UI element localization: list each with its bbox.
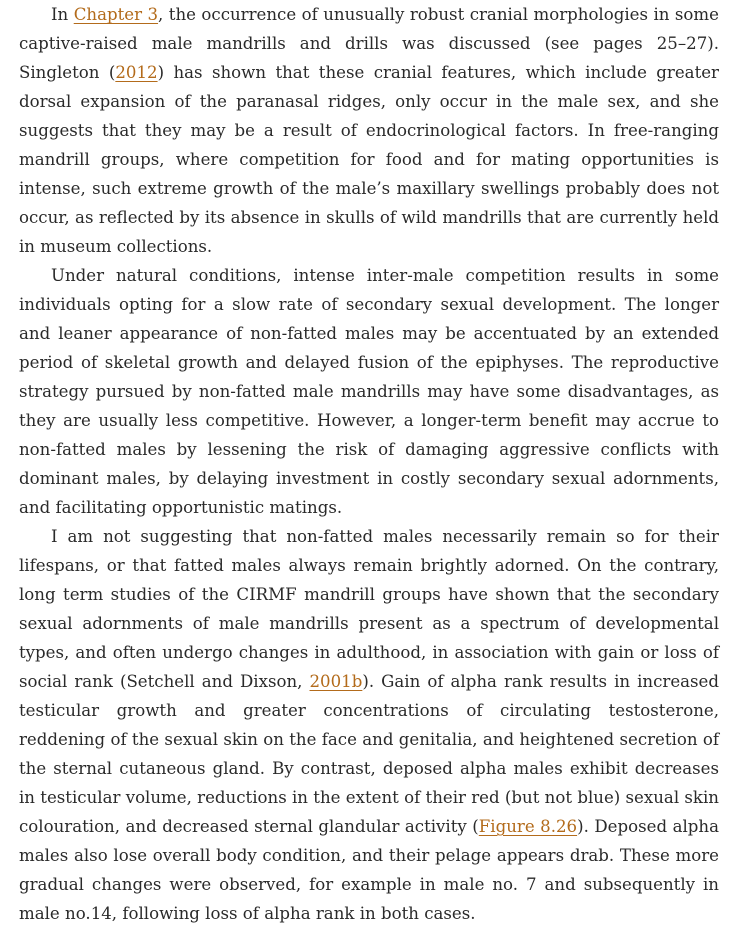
paragraph-1: [19, 0, 719, 261]
paragraph-1-text-a: In: [51, 5, 74, 24]
paragraph-3-text-c: ). Deposed alpha males also lose overall body condition, and their pelage appears drab. These more gradual changes were observed, for example in male no. 7 and subsequently in male no.14, following loss of alpha rank in both cases.: [19, 817, 719, 923]
setchell-dixson-2001b-citation-link[interactable]: 2001b: [309, 672, 363, 691]
paragraph-2-text: Under natural conditions, intense inter-male competition results in some individuals opting for a slow rate of secondary sexual development. The longer and leaner appearance of non-fatted males may be accentuated by an extended period of skeletal growth and delayed fusion of the epiphyses. The reproductive strategy pursued by non-fatted male mandrills may have some disadvantages, as they are usually less competitive. However, a longer-term benefit may accrue to non-fatted males by lessening the risk of damaging aggressive conflicts with dominant males, by delaying investment in costly secondary sexual adornments, and facilitating opportunistic matings.: [19, 266, 719, 517]
paragraph-1-text-c: ) has shown that these cranial features, which include greater dorsal expansion of the paranasal ridges, only occur in the male sex, and she suggests that they may be a result of endocrinological factors. In free-ranging mandrill groups, where competition for food and for mating opportunities is intense, such extreme growth of the male’s maxillary swellings probably does not occur, as reflected by its absence in skulls of wild mandrills that are currently held in museum collections.: [19, 63, 719, 256]
paragraph-1-text-b: , the occurrence of unusually robust cranial morphologies in some captive-raised male mandrills and drills was discussed (see pages 25–27). Singleton (: [19, 5, 719, 82]
paragraph-3-text-b: ). Gain of alpha rank results in increased testicular growth and greater concentrations of circulating testosterone, reddening of the sexual skin on the face and genitalia, and heightened secretion of the sternal cutaneous gland. By contrast, deposed alpha males exhibit decreases in testicular volume, reductions in the extent of their red (but not blue) sexual skin colouration, and decreased sternal glandular activity (: [19, 672, 720, 836]
figure-8-26-link[interactable]: Figure 8.26: [478, 817, 578, 836]
paragraph-3-text-a: I am not suggesting that non-fatted males necessarily remain so for their lifespans, or that fatted males always remain brightly adorned. On the contrary, long term studies of the CIRMF mandrill groups have shown that the secondary sexual adornments of male mandrills present as a spectrum of developmental types, and often undergo changes in adulthood, in association with gain or loss of social rank (Setchell and Dixson,: [19, 527, 719, 691]
paragraph-3: [19, 522, 719, 928]
singleton-2012-citation-link[interactable]: 2012: [115, 63, 158, 82]
paragraph-2: [19, 261, 719, 522]
chapter-3-link[interactable]: Chapter 3: [73, 5, 159, 24]
